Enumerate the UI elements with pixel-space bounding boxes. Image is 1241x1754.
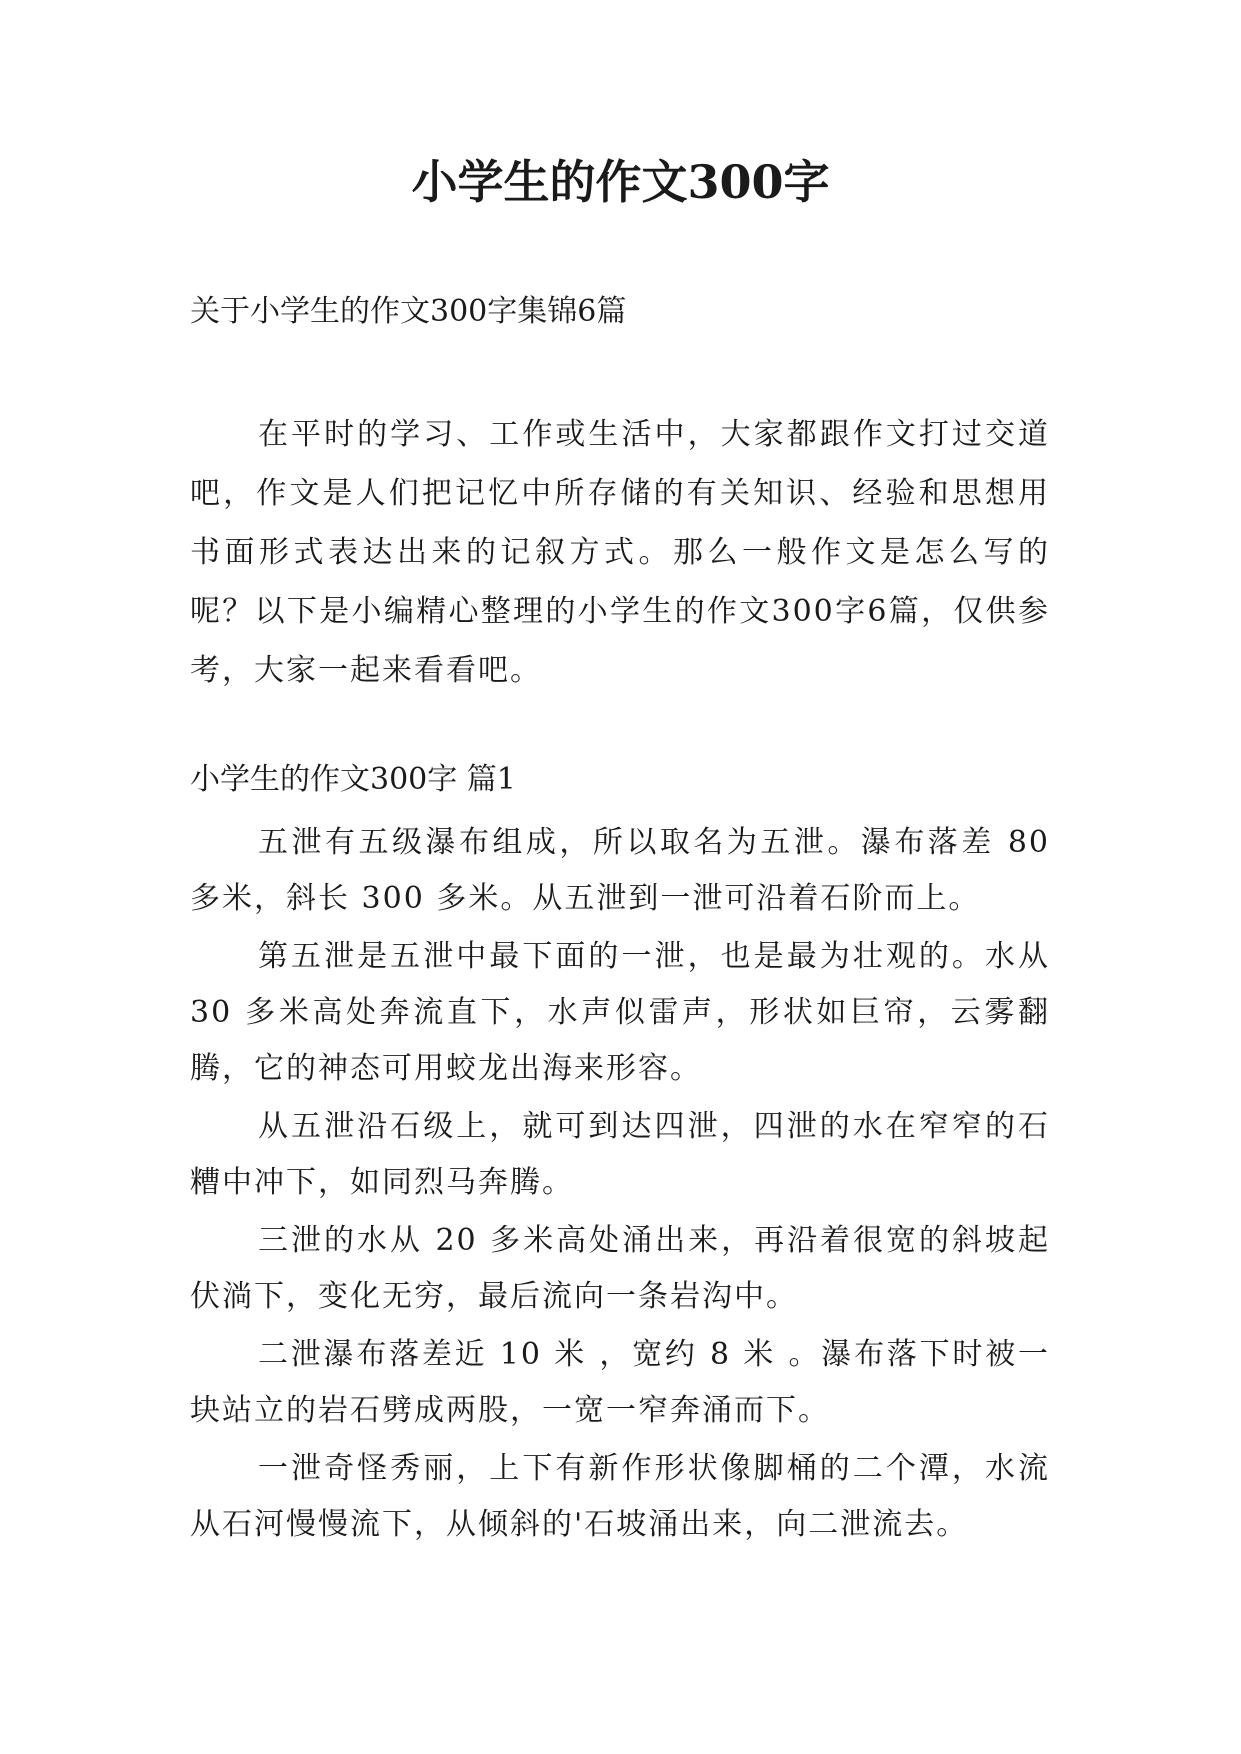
essay-body [190,815,1050,1555]
essay-paragraph: 第五泄是五泄中最下面的一泄，也是最为壮观的。水从 30 多米高处奔流直下，水声似雷声，形状如巨帘，云雾翻腾，它的神态可用蛟龙出海来形容。 [190,939,1050,1086]
essay-paragraph: 五泄有五级瀑布组成，所以取名为五泄。瀑布落差 80 多米，斜长 300 多米。从五泄到一泄可沿着石阶而上。 [190,825,1050,916]
document-subtitle: 关于小学生的作文300字集锦6篇 [190,294,627,329]
document-title: 小学生的作文300字 [411,155,830,209]
section-heading: 小学生的作文300字 篇1 [190,762,516,797]
intro-paragraph: 在平时的学习、工作或生活中，大家都跟作文打过交道吧，作文是人们把记忆中所存储的有关知识、经验和思想用书面形式表达出来的记叙方式。那么一般作文是怎么写的呢？以下是小编精心整理的小学生的作文300字6篇，仅供参考，大家一起来看看吧。 [190,417,1050,688]
essay-paragraph: 从五泄沿石级上，就可到达四泄，四泄的水在窄窄的石糟中冲下，如同烈马奔腾。 [190,1109,1050,1200]
essay-paragraph: 三泄的水从 20 多米高处涌出来，再沿着很宽的斜坡起伏淌下，变化无穷，最后流向一条岩沟中。 [190,1223,1050,1314]
essay-paragraph: 二泄瀑布落差近 10 米 ，宽约 8 米 。瀑布落下时被一块站立的岩石劈成两股，一宽一窄奔涌而下。 [190,1337,1050,1428]
essay-paragraph: 一泄奇怪秀丽，上下有新作形状像脚桶的二个潭，水流从石河慢慢流下，从倾斜的'石坡涌出来，向二泄流去。 [190,1451,1050,1542]
